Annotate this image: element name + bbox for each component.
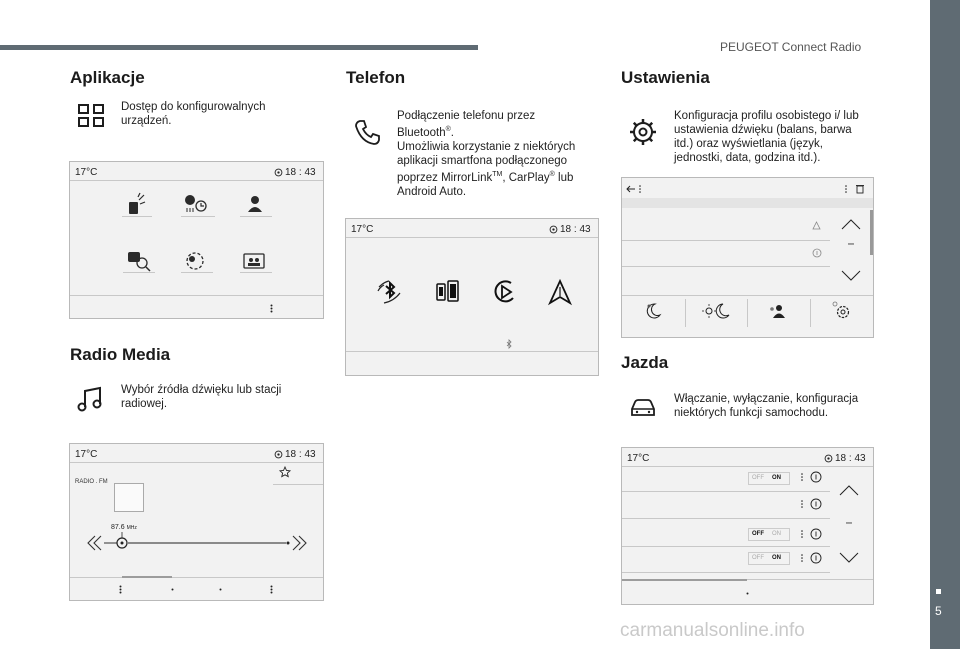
fuel-clock-icon[interactable] (183, 192, 211, 218)
screen-aplikacje (69, 161, 324, 319)
mirror-screen-icon[interactable] (434, 279, 462, 305)
location-icon (274, 168, 283, 177)
toggle-off-on[interactable]: OFF ON (748, 472, 790, 485)
more-options-icon[interactable] (270, 585, 273, 594)
section-title-aplikacje: Aplikacje (70, 68, 145, 87)
header-brand: PEUGEOT Connect Radio (720, 40, 862, 54)
more-info-icon[interactable] (800, 552, 822, 564)
car-icon (628, 393, 658, 423)
connected-apps-icon[interactable] (122, 192, 148, 218)
tab-dot-icon[interactable] (219, 588, 222, 591)
header-rule (0, 45, 478, 50)
section-title-telefon: Telefon (346, 68, 406, 87)
page-marker (936, 589, 941, 594)
chat-search-icon[interactable] (126, 250, 152, 272)
driver-profile-icon[interactable] (242, 192, 268, 218)
screen-clock: 18 : 43 (285, 449, 316, 460)
scrollbar[interactable] (870, 210, 873, 255)
section-desc-telefon: Podłączenie telefonu przez Bluetooth®. Umożliwia korzystanie z niektórych aplikacji smartfona podłączonego poprzez MirrorLink™, CarPlay® lub Android Auto. (397, 110, 576, 198)
screen-telefon (345, 218, 599, 376)
refresh-gear-icon[interactable] (183, 250, 207, 272)
location-icon (824, 454, 833, 463)
screen-temp: 17°C (627, 453, 650, 464)
location-icon (274, 450, 283, 459)
section-desc-radio: Wybór źródła dźwięku lub stacji radiowej. (121, 384, 282, 410)
scroll-position-icon (848, 243, 854, 245)
more-options-icon[interactable] (270, 304, 273, 313)
gear-icon (628, 117, 658, 147)
more-info-icon[interactable] (800, 528, 822, 540)
frequency-value: 87.6 MHz (111, 524, 137, 531)
screen-radio (69, 443, 324, 601)
contact-card-icon[interactable] (242, 252, 266, 270)
page-number: 5 (935, 604, 942, 618)
section-title-jazda: Jazda (621, 353, 669, 372)
back-arrow-icon[interactable] (626, 184, 646, 194)
watermark: carmanualsonline.info (620, 620, 805, 641)
scroll-down-icon[interactable] (841, 270, 861, 282)
scroll-down-icon[interactable] (839, 552, 859, 564)
bluetooth-status-icon (506, 339, 512, 349)
scroll-up-icon[interactable] (839, 484, 859, 496)
scroll-position-icon (846, 522, 852, 524)
toggle-off-on[interactable]: OFF ON (748, 528, 790, 541)
settings-gear-icon[interactable] (831, 300, 851, 320)
screen-clock: 18 : 43 (285, 167, 316, 178)
section-title-ustawienia: Ustawienia (621, 68, 710, 87)
section-desc-ustawienia: Konfiguracja profilu osobistego i/ lub ustawienia dźwięku (balans, barwa itd.) oraz wyświetlania (język, jednostki, data, godzina itd.). (674, 110, 859, 164)
tab-dot-icon[interactable] (171, 588, 174, 591)
section-title-radio: Radio Media (70, 345, 171, 364)
side-strip (930, 0, 960, 649)
warning-icon (812, 221, 821, 230)
profile-icon[interactable] (768, 302, 786, 320)
phone-icon (352, 117, 382, 147)
radio-band: RADIO . FM (75, 479, 108, 485)
more-delete-icon[interactable] (844, 184, 868, 194)
more-info-icon[interactable] (800, 471, 822, 483)
screen-jazda (621, 447, 874, 605)
screen-ustawienia (621, 177, 874, 338)
section-desc-aplikacje: Dostęp do konfigurowalnych urządzeń. (121, 101, 266, 127)
screen-clock: 18 : 43 (560, 224, 591, 235)
station-art (114, 483, 144, 512)
day-night-icon[interactable] (702, 302, 730, 320)
frequency-slider[interactable] (86, 532, 308, 554)
grid-apps-icon (76, 102, 106, 132)
toggle-off-on[interactable]: OFF ON (748, 552, 790, 565)
android-auto-icon[interactable] (546, 278, 574, 306)
bluetooth-icon[interactable] (374, 277, 404, 307)
location-icon (549, 225, 558, 234)
star-favorite-icon[interactable] (279, 466, 291, 478)
info-icon[interactable] (812, 248, 822, 258)
tab-indicator (122, 576, 172, 578)
screen-temp: 17°C (351, 224, 374, 235)
tab-dot-icon[interactable] (746, 592, 749, 595)
section-desc-jazda: Włączanie, wyłączanie, konfiguracja niektórych funkcji samochodu. (674, 393, 859, 419)
screen-temp: 17°C (75, 167, 98, 178)
more-options-icon[interactable] (119, 585, 122, 594)
more-info-icon[interactable] (800, 498, 822, 510)
carplay-icon[interactable] (491, 279, 519, 305)
tab-indicator (622, 579, 747, 581)
night-mode-icon[interactable] (644, 302, 662, 320)
scroll-up-icon[interactable] (841, 218, 861, 230)
screen-temp: 17°C (75, 449, 98, 460)
music-note-icon (76, 385, 106, 415)
screen-clock: 18 : 43 (835, 453, 866, 464)
